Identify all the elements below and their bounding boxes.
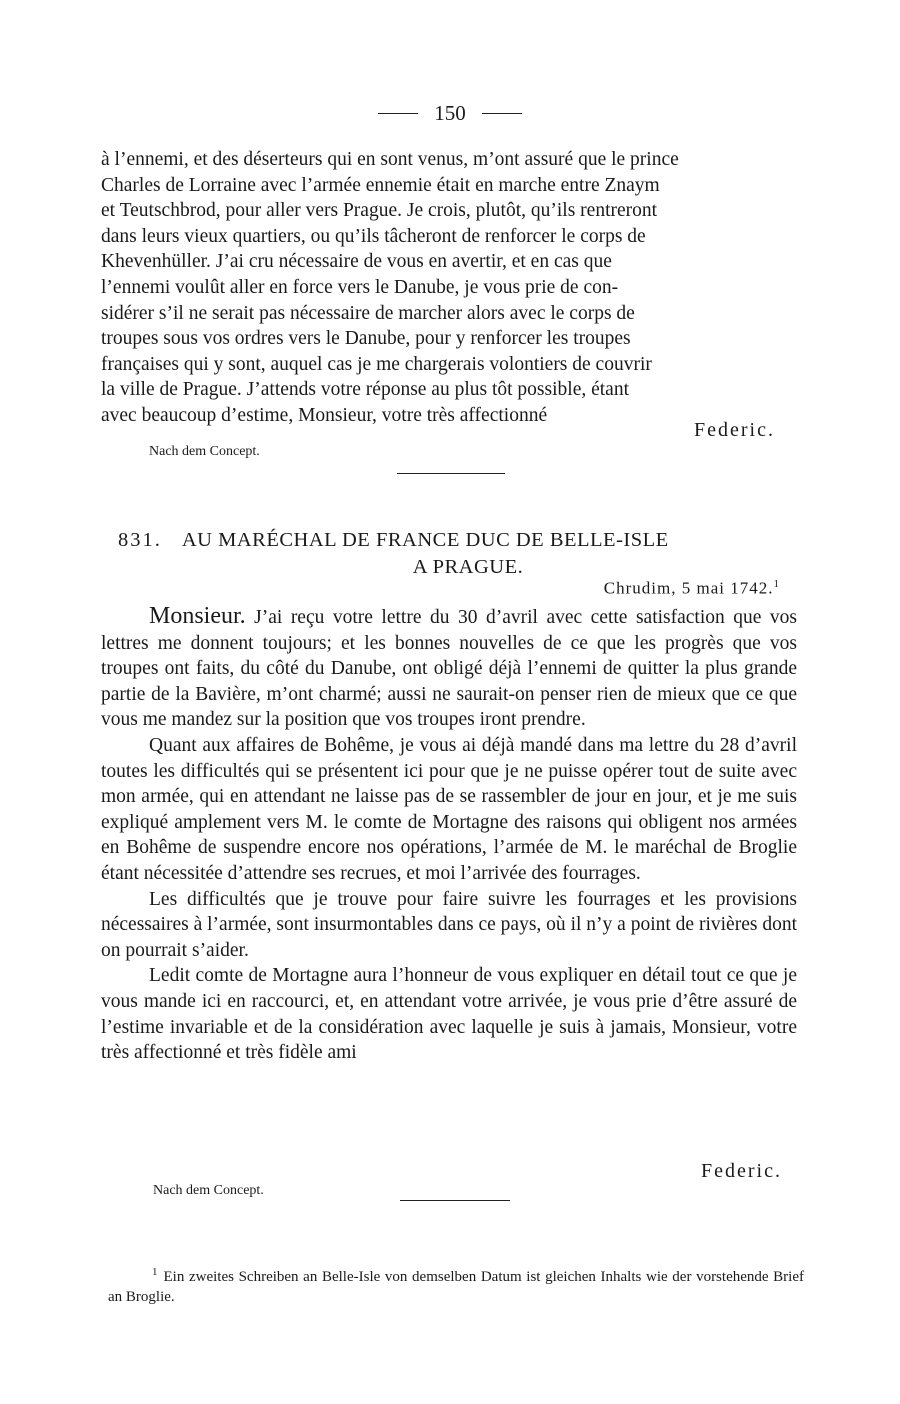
- letter1-line: sidérer s’il ne serait pas nécessaire de marcher alors avec le corps de: [101, 302, 635, 324]
- heading-line1: AU MARÉCHAL DE FRANCE DUC DE BELLE-ISLE: [181, 529, 669, 551]
- footnote-text: Ein zweites Schreiben an Belle-Isle von demselben Datum ist gleichen Inhalts wie der vorstehende Brief an Broglie.: [108, 1269, 804, 1305]
- paragraph: Quant aux affaires de Bohême, je vous ai déjà mandé dans ma lettre du 28 d’avril toutes les difficultés qui se présentent ici pour que je ne puisse opérer tout de suite avec mon armée, qui en attendant ne laisse pas de se rassembler de jour en jour, et je me suis expliqué amplement vers M. le comte de Mortagne des raisons qui obligent nos armées en Bohême de suspendre encore nos opérations, l’armée de M. le maréchal de Broglie étant nécessitée d’attendre ses recrues, et moi l’arrivée des fourrages.: [101, 734, 797, 884]
- letter1-line: à l’ennemi, et des déserteurs qui en sont venus, m’ont assuré que le prince: [101, 149, 679, 170]
- letter1-body: [101, 147, 797, 429]
- letter1-line: l’ennemi voulût aller en force vers le Danube, je vous prie de con-: [101, 276, 619, 298]
- footnote-mark: 1: [152, 1266, 158, 1278]
- letter1-line: Charles de Lorraine avec l’armée ennemie était en marche entre Znaym: [101, 174, 660, 196]
- paragraph-text: J’ai reçu votre lettre du 30 d’avril avec cette satisfaction que vos lettres me donnent toujours; et les bonnes nouvelles de ce que les progrès que vos troupes ont faits, du côté du Danube, ont obligé déjà l’ennemi de quitter la plus grande partie de la Bavière, m’ont charmé; aussi ne saurait-on penser rien de mieux que ce que vous me mandez sur la position que vos troupes iront prendre.: [101, 607, 797, 731]
- header-dash-left: [378, 113, 418, 114]
- letter1-line: la ville de Prague. J’attends votre réponse au plus tôt possible, étant: [101, 379, 629, 401]
- paragraph: Les difficultés que je trouve pour faire suivre les fourrages et les provisions nécessaires à l’armée, sont insurmontables dans ce pays, où il n’y a point de rivières dont on pourrait s’aider.: [101, 888, 797, 961]
- footnote-divider: [400, 1200, 510, 1201]
- page-number: 150: [434, 101, 466, 125]
- letter1-line: et Teutschbrod, pour aller vers Prague. Je crois, plutôt, qu’ils rentreront: [101, 200, 658, 222]
- letter1-concept-note: Nach dem Concept.: [149, 444, 260, 459]
- letter1-line: françaises qui y sont, auquel cas je me chargerais volontiers de couvrir: [101, 353, 652, 375]
- header-dash-right: [482, 113, 522, 114]
- letter1-line: troupes sous vos ordres vers le Danube, pour y renforcer les troupes: [101, 328, 631, 350]
- page-header: [0, 101, 900, 126]
- paragraph: [101, 604, 797, 733]
- letter2-concept-note: Nach dem Concept.: [153, 1183, 264, 1198]
- letter-number: 831.: [118, 529, 162, 551]
- dateline: [604, 578, 780, 599]
- heading-line2: A PRAGUE.: [412, 556, 524, 578]
- letter1-signature: Federic.: [694, 419, 775, 441]
- letter1-line: dans leurs vieux quartiers, ou qu’ils tâcheront de renforcer le corps de: [101, 225, 646, 247]
- footnote: [108, 1262, 804, 1307]
- letter2-body: [101, 604, 797, 1066]
- letter2-signature: Federic.: [701, 1160, 782, 1182]
- dateline-text: Chrudim, 5 mai 1742.: [603, 578, 774, 598]
- letter2-heading: [118, 527, 788, 581]
- paragraph: Ledit comte de Mortagne aura l’honneur de vous expliquer en détail tout ce que je vous mande ici en raccourci, et, en attendant votre arrivée, je vous prie d’être assuré de l’estime invariable et de la considération avec laquelle je suis à jamais, Monsieur, votre très affectionné et très fidèle ami: [101, 965, 797, 1064]
- footnote-ref: 1: [773, 578, 780, 590]
- section-divider: [397, 473, 505, 474]
- letter1-line: Khevenhüller. J’ai cru nécessaire de vous en avertir, et en cas que: [101, 251, 612, 273]
- letter1-line: avec beaucoup d’estime, Monsieur, votre très affectionné: [101, 404, 548, 426]
- salutation: Monsieur.: [149, 603, 246, 629]
